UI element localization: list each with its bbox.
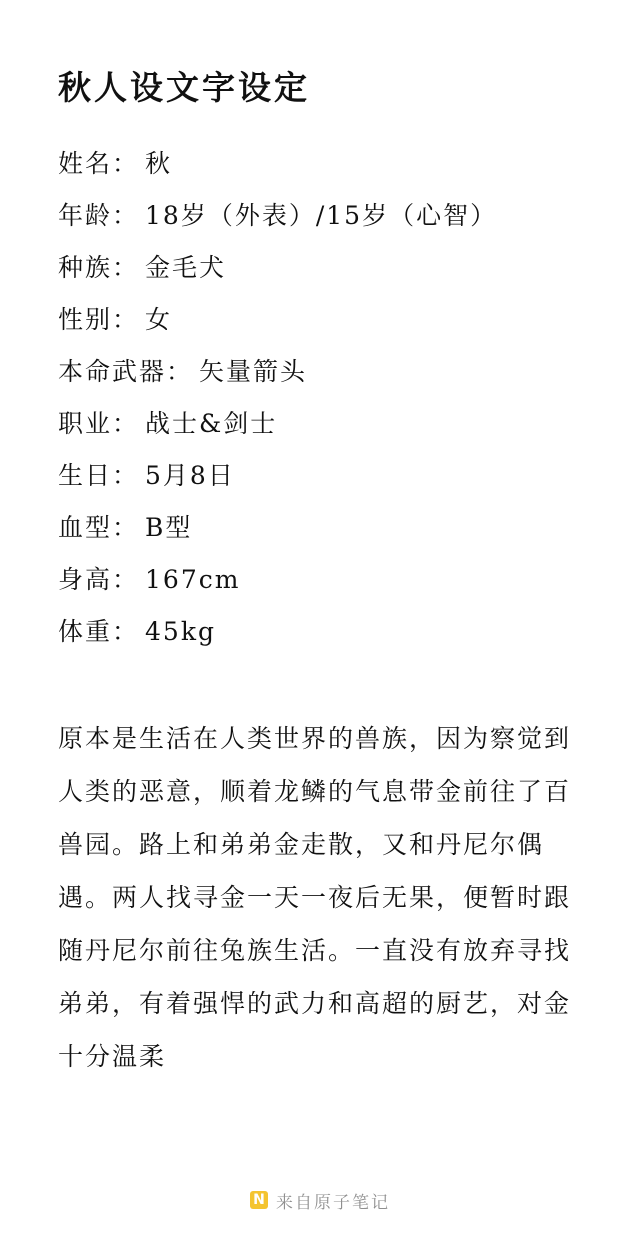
field-label: 身高 [58,565,113,594]
app-logo-icon: N [250,1191,268,1209]
field-label: 职业 [58,409,113,438]
field-race [58,248,497,300]
field-separator: ： [112,617,140,646]
field-separator: ： [112,409,140,438]
field-separator: ： [166,357,194,386]
field-value: B型 [145,513,193,542]
field-value: 18岁（外表）/15岁（心智） [145,201,498,230]
field-label: 血型 [58,513,113,542]
field-separator: ： [112,513,140,542]
field-label: 本命武器 [58,357,167,386]
field-value: 秋 [145,149,173,178]
field-height [58,560,497,612]
field-label: 性别 [58,305,113,334]
field-birthday [58,456,497,508]
field-value: 45kg [145,617,216,646]
field-separator: ： [112,565,140,594]
field-name [58,144,497,196]
backstory-paragraph: 原本是生活在人类世界的兽族，因为察觉到人类的恶意，顺着龙鳞的气息带金前往了百兽园。路上和弟弟金走散，又和丹尼尔偶遇。两人找寻金一天一夜后无果，便暂时跟随丹尼尔前往兔族生活。一直没有放弃寻找弟弟，有着强悍的武力和高超的厨艺，对金十分温柔 [58,724,572,1071]
field-occupation [58,404,497,456]
field-blood-type [58,508,497,560]
field-value: 5月8日 [145,461,235,490]
page-title: 秋人设文字设定 [58,68,310,107]
field-value: 167cm [145,565,241,594]
field-separator: ： [112,305,140,334]
field-gender [58,300,497,352]
field-value: 矢量箭头 [199,357,308,386]
source-footer [0,1184,640,1216]
field-value: 战士&剑士 [145,409,278,438]
field-separator: ： [112,149,140,178]
field-separator: ： [112,253,140,282]
field-label: 姓名 [58,149,113,178]
profile-field-list [58,144,497,664]
footer-source-text: 来自原子笔记 [276,1192,390,1213]
field-value: 金毛犬 [145,253,227,282]
field-label: 年龄 [58,201,113,230]
field-weapon [58,352,497,404]
field-label: 体重 [58,617,113,646]
field-weight [58,612,497,664]
field-label: 种族 [58,253,113,282]
field-value: 女 [145,305,173,334]
field-separator: ： [112,201,140,230]
field-label: 生日 [58,461,113,490]
field-separator: ： [112,461,140,490]
field-age [58,196,497,248]
